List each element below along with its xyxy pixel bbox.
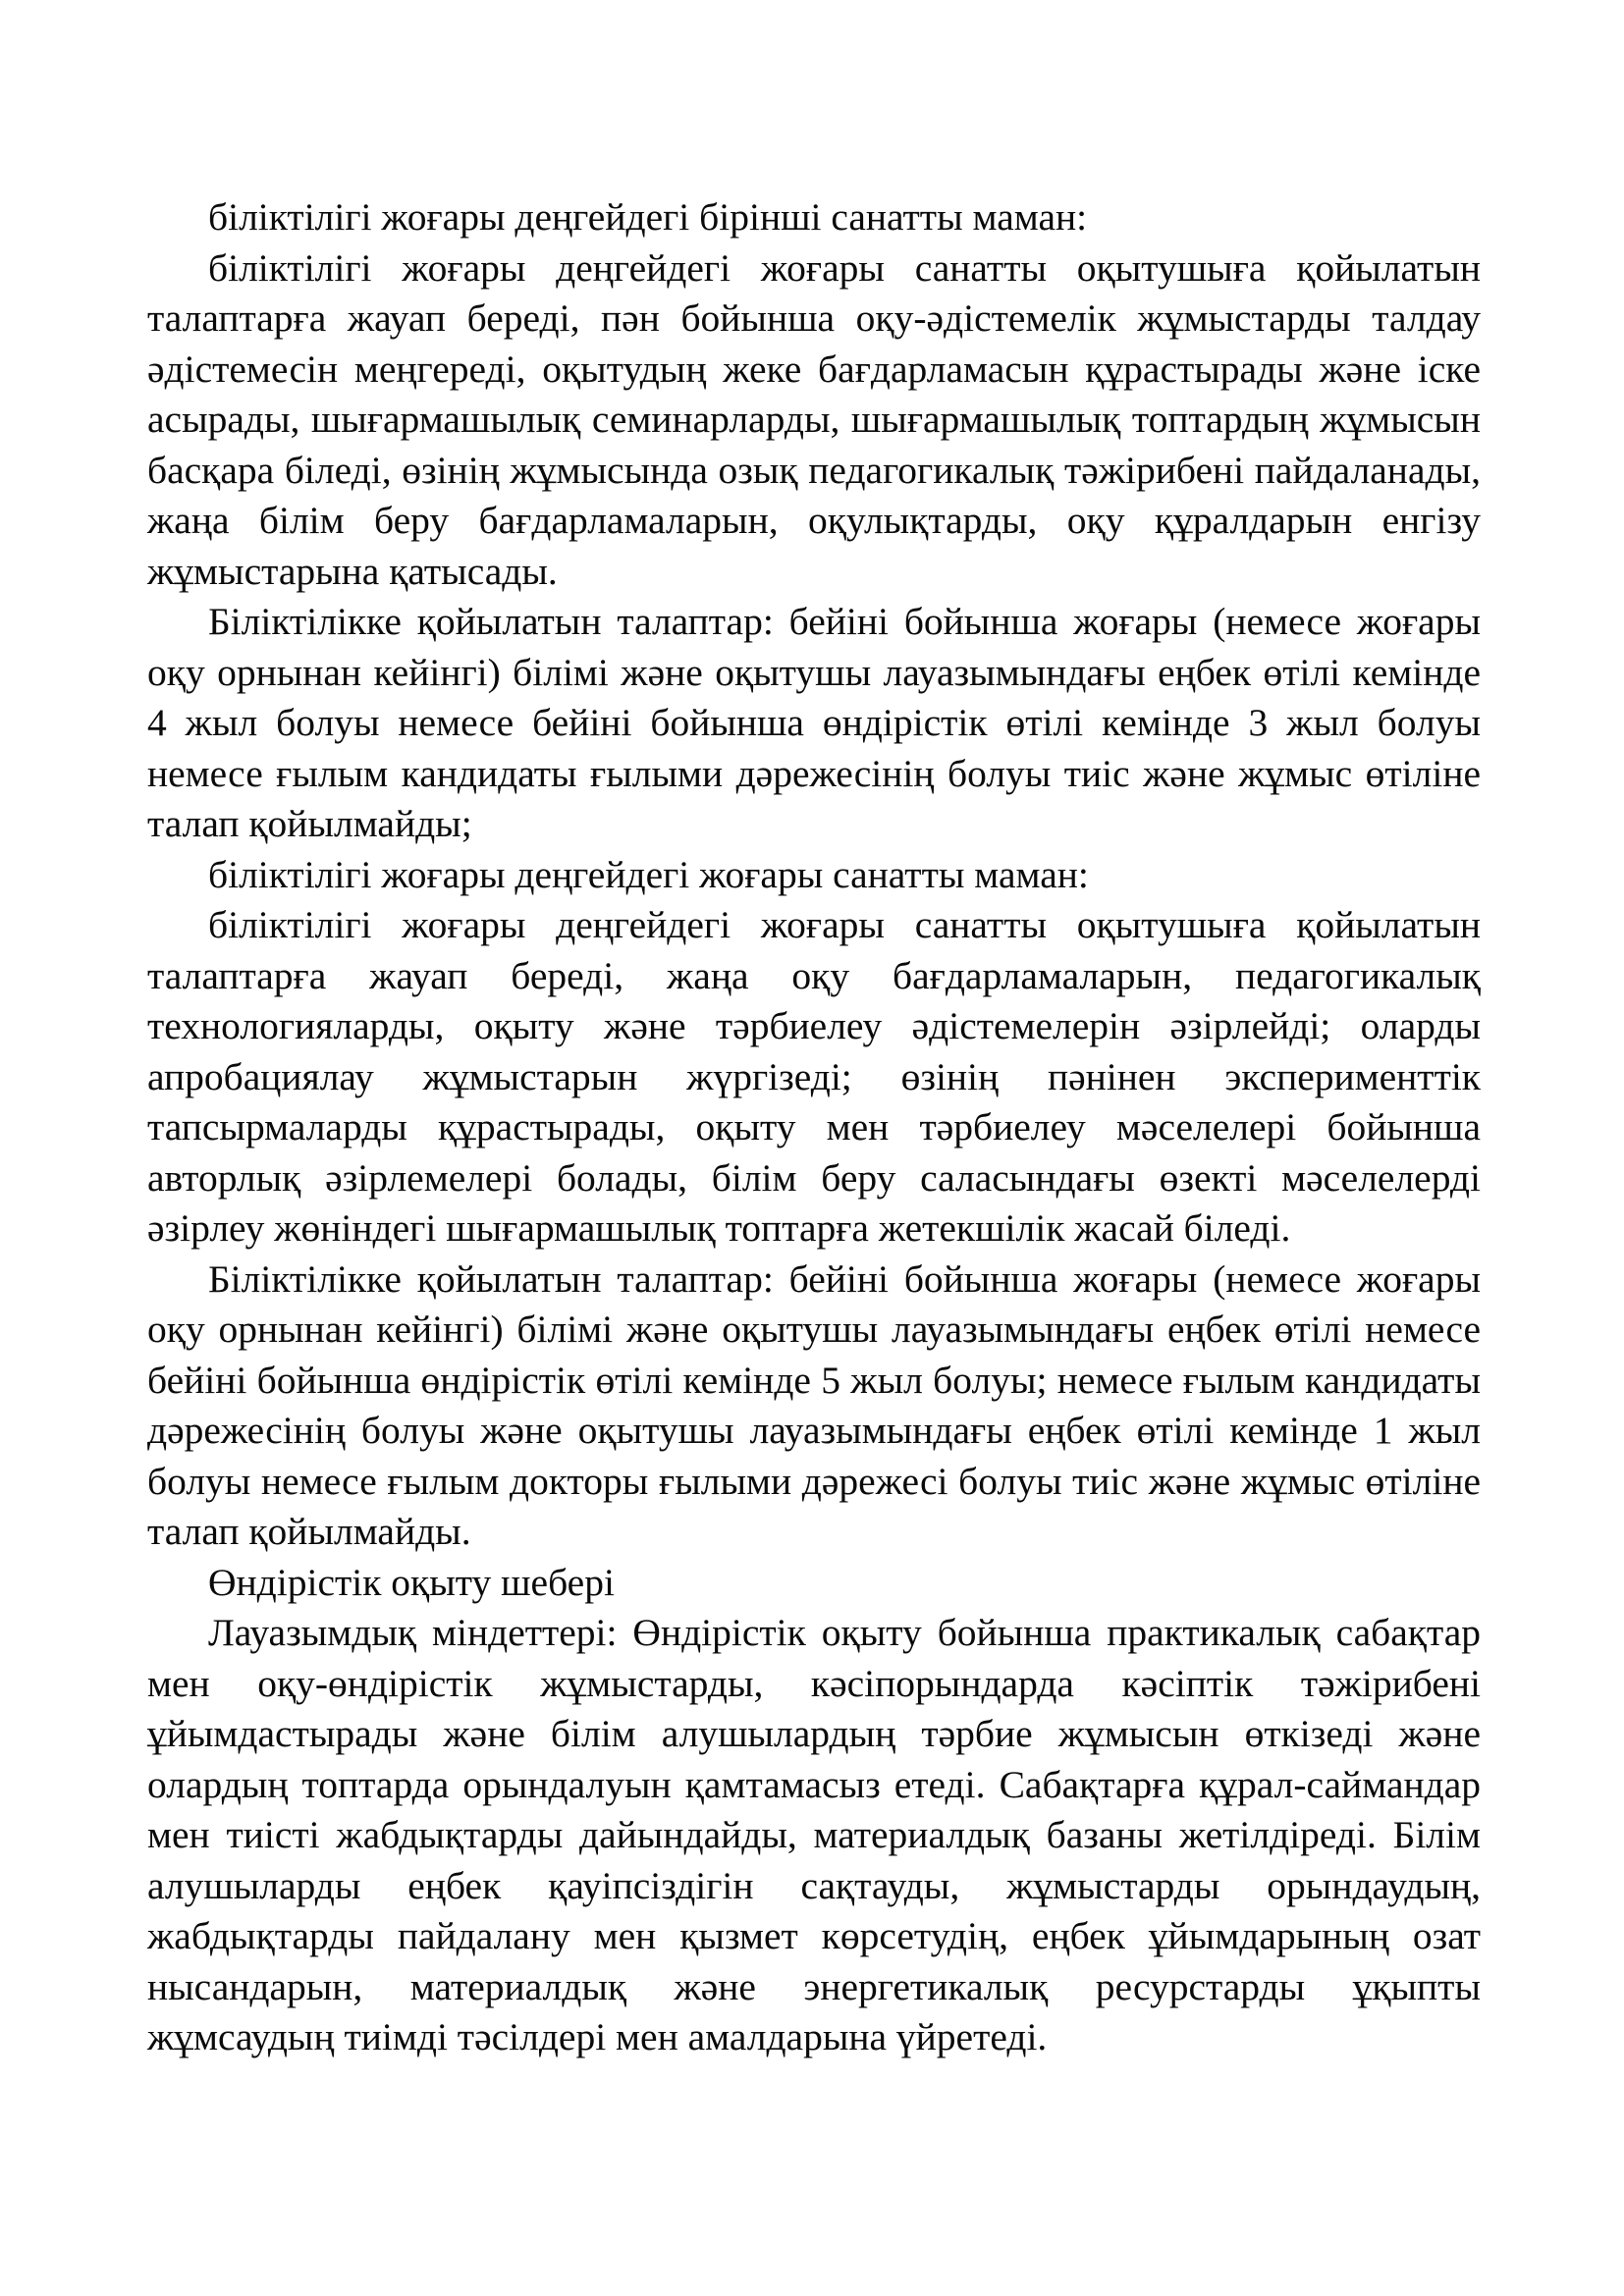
para-industrial-training-master-heading: Өндірістік оқыту шебері <box>208 1560 615 1604</box>
para-higher-category-qualification-requirements: Біліктілікке қойылатын талаптар: бейіні бойынша жоғары (немесе жоғары оқу орнынан кейінгі) білімі және оқытушы лауазымындағы еңбек өтілі немесе бейіні бойынша өндірістік өтілі кемінде 5 жыл болуы; немесе ғылым кандидаты дәрежесінің болуы және оқытушы лауазымындағы еңбек өтілі кемінде 1 жыл болуы немесе ғылым докторы ғылыми дәрежесі болуы тиіс және жұмыс өтіліне талап қойылмайды. <box>147 1256 1481 1553</box>
para-higher-category-specialist-duties: біліктілігі жоғары деңгейдегі жоғары санатты оқытушыға қойылатын талаптарға жауап береді, жаңа оқу бағдарламаларын, педагогикалық технологияларды, оқыту және тәрбиелеу әдістемелерін әзірлейді; оларды апробациялау жұмыстарын жүргізеді; өзінің пәнінен эксперименттік тапсырмаларды құрастырады, оқыту мен тәрбиелеу мәселелері бойынша авторлық әзірлемелері болады, білім беру саласындағы өзекті мәселелерді әзірлеу жөніндегі шығармашылық топтарға жетекшілік жасай біледі. <box>147 903 1481 1250</box>
para-first-category-specialist-heading: біліктілігі жоғары деңгейдегі бірінші санатты маман: <box>208 195 1088 239</box>
para-first-category-specialist-duties: біліктілігі жоғары деңгейдегі жоғары санатты оқытушыға қойылатын талаптарға жауап береді, пән бойынша оқу-әдістемелік жұмыстарды талдау әдістемесін меңгереді, оқытудың жеке бағдарламасын құрастырады және іске асырады, шығармашылық семинарларды, шығармашылық топтардың жұмысын басқара біледі, өзінің жұмысында озық педагогикалық тәжірибені пайдаланады, жаңа білім беру бағдарламаларын, оқулықтарды, оқу құралдарын енгізу жұмыстарына қатысады. <box>147 245 1481 593</box>
para-industrial-training-master-duties: Лауазымдық міндеттері: Өндірістік оқыту бойынша практикалық сабақтар мен оқу-өндірістік жұмыстарды, кәсіпорындарда кәсіптік тәжірибені ұйымдастырады және білім алушылардың тәрбие жұмысын өткізеді және олардың топтарда орындалуын қамтамасыз етеді. Сабақтарға құрал-саймандар мен тиісті жабдықтарды дайындайды, материалдық базаны жетілдіреді. Білім алушыларды еңбек қауіпсіздігін сақтауды, жұмыстарды орындаудың, жабдықтарды пайдалану мен қызмет көрсетудің, еңбек ұйымдарының озат нысандарын, материалдық және энергетикалық ресурстарды ұқыпты жұмсаудың тиімді тәсілдері мен амалдарына үйретеді. <box>147 1611 1481 2058</box>
para-first-category-qualification-requirements: Біліктілікке қойылатын талаптар: бейіні бойынша жоғары (немесе жоғары оқу орнынан кейінгі) білімі және оқытушы лауазымындағы еңбек өтілі кемінде 4 жыл болуы немесе бейіні бойынша өндірістік өтілі кемінде 3 жыл болуы немесе ғылым кандидаты ғылыми дәрежесінің болуы тиіс және жұмыс өтіліне талап қойылмайды; <box>147 600 1481 845</box>
document-body <box>147 192 1481 2063</box>
para-higher-category-specialist-heading: біліктілігі жоғары деңгейдегі жоғары санатты маман: <box>208 852 1089 896</box>
